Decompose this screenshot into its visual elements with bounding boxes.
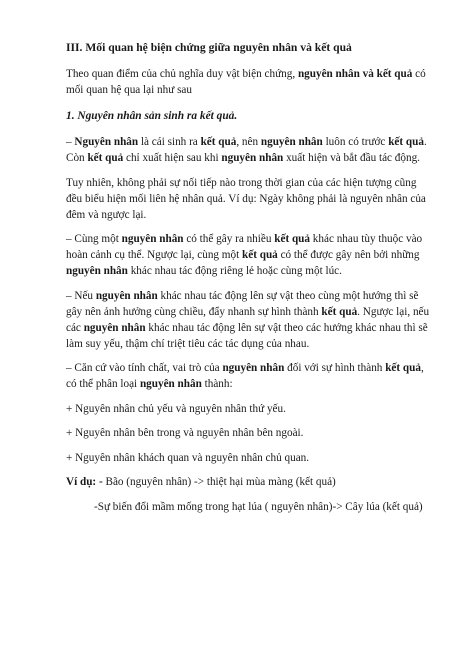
example-line-2: -Sự biến đổi mầm mống trong hạt lúa ( nguyên nhân)-> Cây lúa (kết quả) [94, 500, 423, 513]
example-line: Ví dụ: - Bão (nguyên nhân) -> thiệt hại mùa màng (kết quả) [66, 476, 336, 488]
paragraph-5: – Căn cứ vào tính chất, vai trò của nguyên nhân đối với sự hình thành kết quả, có thể phân loại nguyên nhân thành: [66, 362, 424, 390]
section-heading: III. Mối quan hệ biện chứng giữa nguyên nhân và kết quả [66, 41, 352, 54]
list-item: + Nguyên nhân khách quan và nguyên nhân chủ quan. [66, 451, 310, 464]
list-item: + Nguyên nhân chủ yếu và nguyên nhân thứ yếu. [66, 402, 286, 415]
intro-paragraph: Theo quan điểm của chủ nghĩa duy vật biện chứng, nguyên nhân và kết quả có mối quan hệ qua lại như sau [66, 68, 426, 96]
paragraph-3: – Cùng một nguyên nhân có thể gây ra nhiều kết quả khác nhau tùy thuộc vào hoàn cảnh cụ thể. Ngược lại, cùng một kết quả có thể được gây nên bởi những nguyên nhân khác nhau tác động riêng lẻ hoặc cùng một lúc. [66, 233, 423, 277]
list-item: + Nguyên nhân bên trong và nguyên nhân bên ngoài. [66, 427, 304, 439]
paragraph-2: Tuy nhiên, không phải sự nối tiếp nào trong thời gian của các hiện tượng cũng đều biểu hiện mối liên hệ nhân quả. Ví dụ: Ngày không phải là nguyên nhân của đêm và ngược lại. [66, 176, 426, 221]
subsection-heading: 1. Nguyên nhân sản sinh ra kết quả. [66, 110, 238, 122]
paragraph-4: – Nếu nguyên nhân khác nhau tác động lên sự vật theo cùng một hướng thì sẽ gây nên ảnh hưởng cùng chiều, đẩy nhanh sự hình thành kết quả. Ngược lại, nếu các nguyên nhân khác nhau tác động lên sự vật theo các hướng khác nhau thì sẽ làm suy yếu, thậm chí triệt tiêu các tác dụng của nhau. [66, 289, 430, 350]
paragraph-1: – Nguyên nhân là cái sinh ra kết quả, nên nguyên nhân luôn có trước kết quả. Còn kết quả chỉ xuất hiện sau khi nguyên nhân xuất hiện và bắt đầu tác động. [66, 136, 427, 164]
